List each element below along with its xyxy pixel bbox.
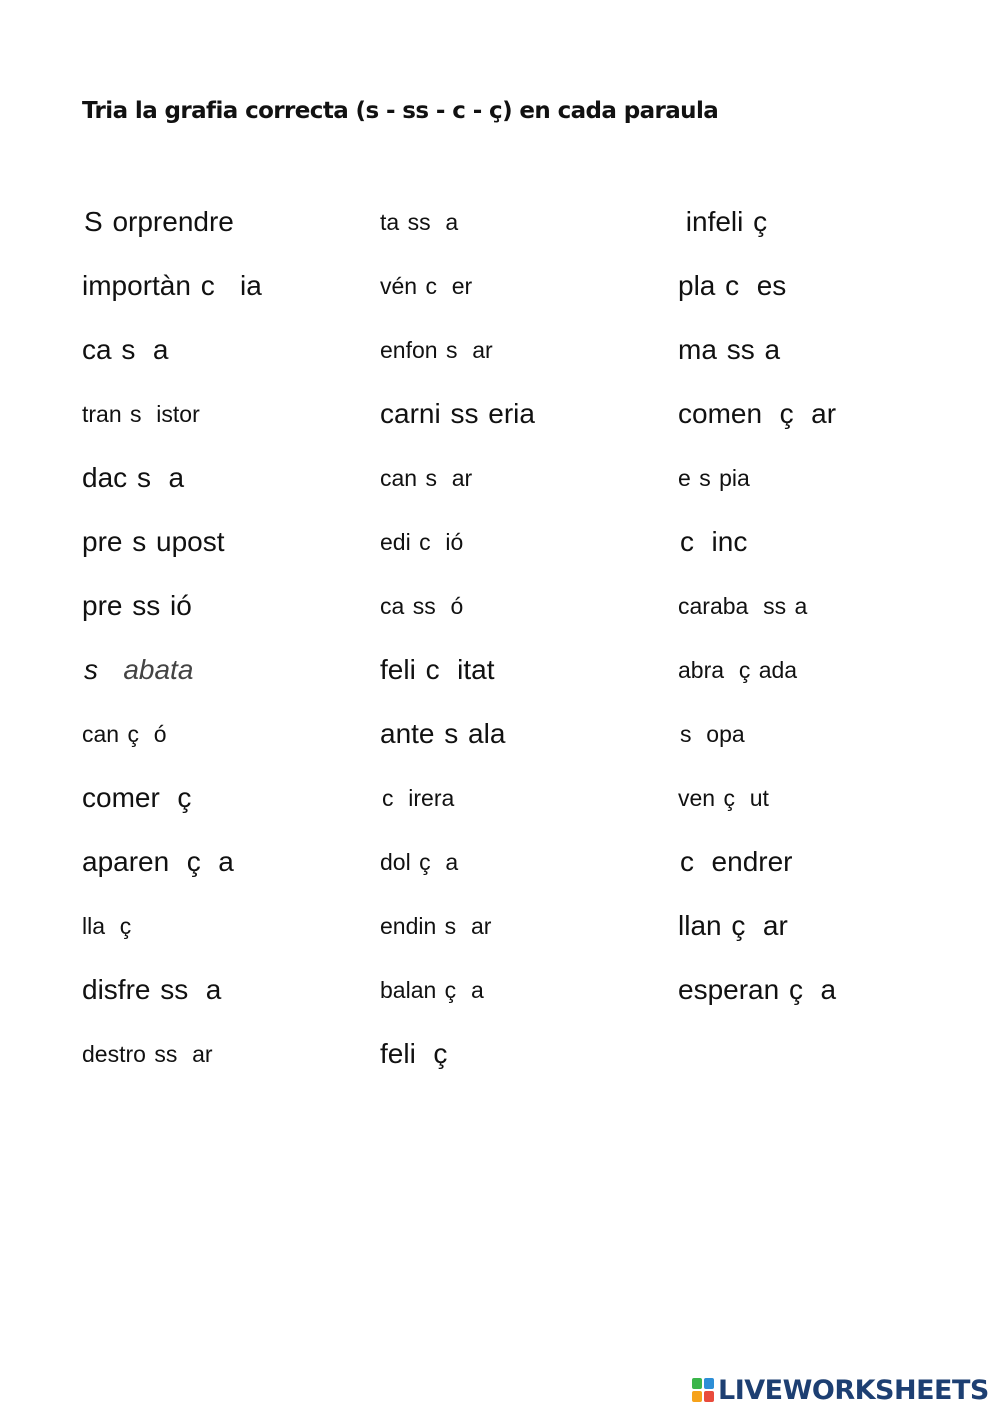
word-prefix: ma — [678, 334, 725, 365]
word-item — [678, 574, 978, 638]
answer-slot[interactable]: ç — [788, 974, 803, 1005]
word-suffix: abata — [100, 654, 194, 685]
word-prefix: disfre — [82, 974, 159, 1005]
answer-slot[interactable]: c — [419, 528, 431, 555]
word-suffix: opa — [693, 720, 745, 747]
word-suffix: a — [152, 462, 185, 493]
word-suffix: irera — [395, 784, 455, 811]
answer-slot[interactable]: ss — [407, 208, 431, 235]
word-suffix: istor — [143, 400, 200, 427]
answer-slot[interactable]: s — [130, 400, 142, 427]
answer-slot[interactable]: ss — [450, 398, 479, 429]
word-prefix: ta — [380, 208, 406, 235]
liveworksheets-logo — [692, 1373, 989, 1407]
answer-slot[interactable]: s — [425, 464, 437, 491]
answer-slot[interactable]: s — [136, 462, 151, 493]
word-suffix: upost — [148, 526, 225, 557]
word-item — [380, 574, 680, 638]
answer-slot[interactable]: s — [444, 912, 457, 939]
word-suffix: ala — [460, 718, 506, 749]
word-item — [380, 766, 680, 830]
answer-slot[interactable]: c — [425, 272, 437, 299]
answer-slot[interactable]: c — [680, 846, 694, 877]
answer-slot[interactable]: c — [200, 270, 215, 301]
word-item — [678, 446, 978, 510]
word-prefix: feli — [380, 654, 424, 685]
answer-slot[interactable]: S — [84, 206, 103, 237]
word-prefix: e — [678, 464, 698, 491]
word-prefix: ca — [82, 334, 120, 365]
word-suffix: a — [788, 592, 808, 619]
word-prefix: llan — [678, 910, 730, 941]
word-suffix: es — [741, 270, 787, 301]
word-item — [380, 830, 680, 894]
word-item — [380, 702, 680, 766]
answer-slot[interactable]: ç — [177, 782, 192, 813]
answer-slot[interactable]: ç — [444, 976, 457, 1003]
word-item — [380, 638, 680, 702]
word-suffix: er — [438, 272, 473, 299]
word-item — [678, 190, 978, 254]
word-item — [82, 318, 382, 382]
word-prefix: destro — [82, 1040, 153, 1067]
word-prefix: infeli — [678, 206, 752, 237]
word-prefix: can — [380, 464, 424, 491]
word-prefix: comen — [678, 398, 778, 429]
logo-icon — [692, 1378, 714, 1402]
answer-slot[interactable]: ç — [731, 910, 746, 941]
word-suffix: eria — [480, 398, 535, 429]
word-suffix: ó — [437, 592, 464, 619]
word-item — [678, 382, 978, 446]
word-prefix: ven — [678, 784, 722, 811]
word-prefix: caraba — [678, 592, 762, 619]
word-suffix: ar — [459, 336, 493, 363]
word-prefix: feli — [380, 1038, 432, 1069]
word-prefix: vén — [380, 272, 424, 299]
word-suffix: ar — [458, 912, 492, 939]
answer-slot[interactable]: s — [445, 336, 458, 363]
word-prefix: can — [82, 720, 126, 747]
answer-slot[interactable]: ç — [723, 784, 735, 811]
word-column-2 — [380, 190, 680, 1086]
word-suffix: orprendre — [104, 206, 234, 237]
word-suffix: itat — [441, 654, 495, 685]
word-item — [678, 766, 978, 830]
word-item — [678, 702, 978, 766]
word-prefix: aparen — [82, 846, 185, 877]
word-suffix: a — [190, 974, 222, 1005]
word-suffix: ar — [795, 398, 837, 429]
word-prefix: pla — [678, 270, 724, 301]
word-suffix: ia — [216, 270, 262, 301]
word-item — [82, 894, 382, 958]
answer-slot[interactable]: ç — [738, 656, 751, 683]
word-item — [380, 894, 680, 958]
word-suffix: a — [432, 848, 459, 875]
word-prefix: tran — [82, 400, 129, 427]
word-item — [82, 638, 382, 702]
word-prefix: esperan — [678, 974, 787, 1005]
word-item — [678, 510, 978, 574]
word-prefix: comer — [82, 782, 176, 813]
word-item — [678, 958, 978, 1022]
word-suffix: endrer — [696, 846, 793, 877]
answer-slot[interactable]: ç — [419, 848, 431, 875]
answer-slot[interactable]: ç — [753, 206, 768, 237]
word-suffix: ar — [747, 910, 788, 941]
word-suffix: a — [137, 334, 169, 365]
word-column-3 — [678, 190, 978, 1022]
word-suffix: ió — [432, 528, 464, 555]
answer-slot[interactable]: c — [425, 654, 440, 685]
word-prefix: lla — [82, 912, 118, 939]
word-prefix: importàn — [82, 270, 199, 301]
word-prefix: balan — [380, 976, 443, 1003]
answer-slot[interactable]: ss — [763, 592, 787, 619]
word-item — [678, 318, 978, 382]
word-item — [678, 894, 978, 958]
logo-tile — [704, 1378, 714, 1389]
word-suffix: pia — [712, 464, 750, 491]
word-item — [82, 958, 382, 1022]
answer-slot[interactable]: ç — [119, 912, 132, 939]
word-prefix: ante — [380, 718, 443, 749]
word-suffix: inc — [696, 526, 748, 557]
word-prefix: carni — [380, 398, 449, 429]
word-item — [82, 574, 382, 638]
word-suffix: a — [756, 334, 781, 365]
word-prefix: dac — [82, 462, 135, 493]
word-suffix: ada — [752, 656, 798, 683]
word-suffix: a — [432, 208, 459, 235]
answer-slot[interactable]: s — [121, 334, 136, 365]
word-item — [380, 318, 680, 382]
answer-slot[interactable]: c — [680, 526, 694, 557]
answer-slot[interactable]: s — [84, 654, 98, 685]
word-prefix: abra — [678, 656, 737, 683]
answer-slot[interactable]: ç — [127, 720, 139, 747]
word-prefix: enfon — [380, 336, 444, 363]
word-prefix: ca — [380, 592, 411, 619]
answer-slot[interactable]: ss — [154, 1040, 178, 1067]
logo-text: LIVEWORKSHEETS — [718, 1374, 989, 1406]
word-item — [82, 190, 382, 254]
answer-slot[interactable]: s — [132, 526, 147, 557]
word-item — [82, 510, 382, 574]
answer-slot[interactable]: c — [725, 270, 740, 301]
answer-slot[interactable]: ss — [160, 974, 189, 1005]
answer-slot[interactable]: ç — [433, 1038, 448, 1069]
answer-slot[interactable]: ss — [412, 592, 436, 619]
word-prefix: dol — [380, 848, 418, 875]
word-item — [82, 446, 382, 510]
word-item — [380, 190, 680, 254]
word-suffix: ar — [179, 1040, 213, 1067]
word-column-1 — [82, 190, 382, 1086]
word-item — [678, 638, 978, 702]
logo-tile — [692, 1378, 702, 1389]
word-suffix: ió — [162, 590, 192, 621]
word-suffix: ar — [438, 464, 473, 491]
word-item — [380, 254, 680, 318]
word-item — [678, 830, 978, 894]
word-suffix: ó — [140, 720, 167, 747]
word-prefix: edi — [380, 528, 418, 555]
answer-slot[interactable]: ç — [779, 398, 794, 429]
word-item — [82, 1022, 382, 1086]
word-prefix: pre — [82, 526, 131, 557]
answer-slot[interactable]: s — [699, 464, 711, 491]
word-item — [82, 382, 382, 446]
answer-slot[interactable]: s — [680, 720, 692, 747]
word-item — [678, 254, 978, 318]
word-item — [82, 830, 382, 894]
logo-tile — [692, 1391, 702, 1402]
word-suffix: a — [458, 976, 484, 1003]
word-item — [380, 510, 680, 574]
word-prefix: endin — [380, 912, 443, 939]
answer-slot[interactable]: s — [444, 718, 459, 749]
answer-slot[interactable]: ss — [132, 590, 161, 621]
word-prefix: pre — [82, 590, 131, 621]
word-suffix: a — [804, 974, 837, 1005]
word-item — [380, 382, 680, 446]
word-suffix: ut — [736, 784, 769, 811]
word-item — [82, 254, 382, 318]
word-suffix: a — [202, 846, 234, 877]
word-item — [82, 766, 382, 830]
word-item — [380, 446, 680, 510]
word-item — [380, 958, 680, 1022]
answer-slot[interactable]: c — [382, 784, 394, 811]
word-item — [82, 702, 382, 766]
word-item — [380, 1022, 680, 1086]
logo-tile — [704, 1391, 714, 1402]
worksheet-title: Tria la grafia correcta (s - ss - c - ç) en cada paraula — [82, 98, 719, 124]
answer-slot[interactable]: ç — [186, 846, 201, 877]
answer-slot[interactable]: ss — [726, 334, 755, 365]
